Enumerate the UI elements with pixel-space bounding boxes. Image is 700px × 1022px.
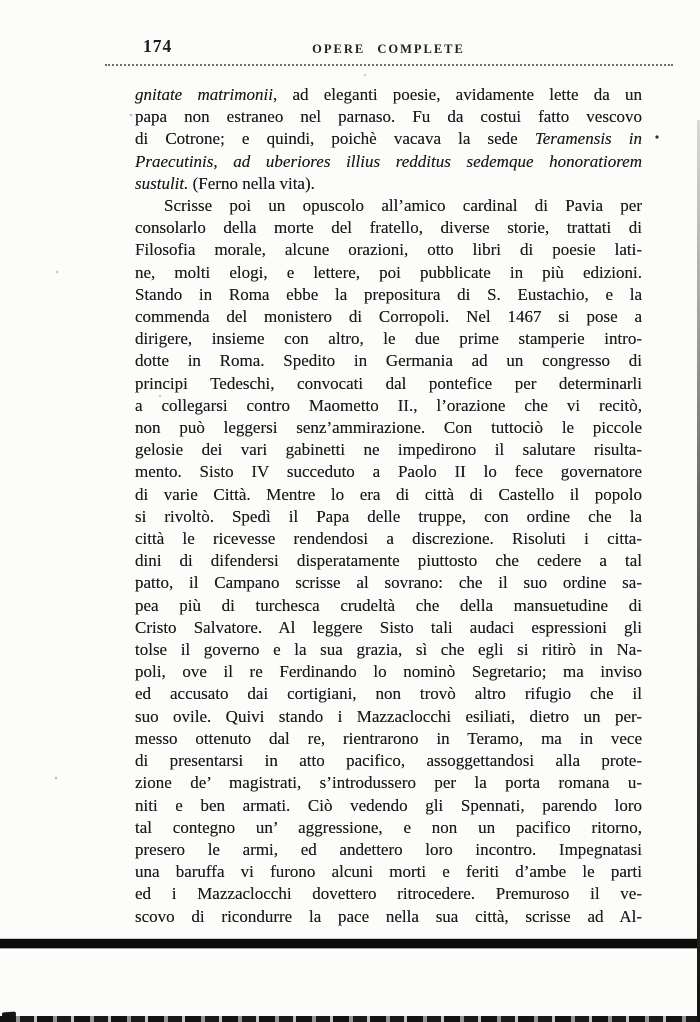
text-line: ne, molti elogi, e lettere, poi pubblicate in più edizioni. (135, 262, 642, 282)
text-line: commenda del monistero di Corropoli. Nel 1467 si pose a (135, 307, 642, 327)
text-line: sustulit. (Ferno nella vita). (135, 173, 315, 193)
text-line: patto, il Campano scrisse al sovrano: che il suo ordine sa- (135, 573, 642, 593)
text-line: gelosie dei vari gabinetti ne impedirono il salutare risulta- (135, 440, 642, 460)
text-line: a collegarsi contro Maometto II., l’orazione che vi recitò, (135, 395, 642, 415)
text-line: niti e ben armati. Ciò vedendo gli Spennati, parendo loro (135, 795, 642, 815)
text-line: messo ottenuto dal re, rientrarono in Teramo, ma in vece (135, 728, 642, 748)
text-line: una baruffa vi furono alcuni morti e feriti d’ambe le parti (135, 862, 642, 882)
text-line: scovo di ricondurre la pace nella sua città, scrisse ad Al- (135, 906, 642, 926)
text-line: ed i Mazzaclocchi dovettero ritrocedere. Premuroso il ve- (135, 884, 642, 904)
text-line: ed accusato dai cortigiani, non trovò altro rifugio che il (135, 684, 642, 704)
text-line: Praecutinis, ad uberiores illius redditus sedemque honoratiorem (135, 151, 642, 171)
text-line: dini di difendersi disperatamente piuttosto che cedere a tal (135, 551, 642, 571)
scan-corner-blot (2, 1012, 16, 1018)
text-line: dotte in Roma. Spedito in Germania ad un congresso di (135, 351, 642, 371)
page-number: 174 (143, 36, 173, 56)
text-line: gnitate matrimonii, ad eleganti poesie, avidamente lette da un (135, 85, 642, 104)
text-line: Filosofia morale, alcune orazioni, otto libri di poesie lati- (135, 240, 642, 260)
running-title: OPERE COMPLETE (312, 42, 465, 56)
text-block (135, 84, 642, 928)
text-line: suo ovile. Quivi stando i Mazzaclocchi esiliati, dietro un per- (135, 706, 642, 726)
scan-bottom-edge (0, 1016, 700, 1022)
text-line: dirigere, insieme con altro, le due prime stamperie intro- (135, 329, 642, 349)
text-line: tolse il governo e la sua grazia, sì che egli si ritirò in Na- (135, 640, 642, 660)
text-line: tal contegno un’ aggressione, e non un pacifico ritorno, (135, 817, 642, 837)
text-line: papa non estraneo nel parnaso. Fu da costui fatto vescovo (135, 107, 642, 127)
scan-bottom-bar (0, 939, 700, 948)
text-line: di presentarsi in atto pacifico, assoggettandosi alla prote- (135, 751, 642, 771)
text-line: mento. Sisto IV succeduto a Paolo II lo fece governatore (135, 462, 642, 482)
text-line: non può leggersi senz’ammirazione. Con tuttociò le piccole (135, 418, 642, 438)
text-line: città le ricevesse rendendosi a discrezione. Risoluti i citta- (135, 529, 642, 549)
text-line: di varie Città. Mentre lo era di città di Castello il popolo (135, 484, 642, 504)
text-line: zione de’ magistrati, s’introdussero per la porta romana u- (135, 773, 642, 793)
header-rule (105, 64, 673, 66)
text-line: Stando in Roma ebbe la prepositura di S. Eustachio, e la (135, 284, 642, 304)
text-line: Cristo Salvatore. Al leggere Sisto tali audaci espressioni gli (135, 617, 642, 637)
text-line: presero le armi, ed andettero loro incontro. Impegnatasi (135, 839, 642, 859)
text-line: di Cotrone; e quindi, poichè vacava la sede Teramensis in (135, 129, 642, 149)
text-line: Scrisse poi un opuscolo all’amico cardinal di Pavia per (164, 196, 642, 216)
text-line: principi Tedeschi, convocati dal pontefice per determinarli (135, 373, 642, 393)
text-line: si rivoltò. Spedì il Papa delle truppe, con ordine che la (135, 506, 642, 526)
text-line: consolarlo della morte del fratello, diverse storie, trattati di (135, 218, 642, 238)
text-line: pea più di turchesca crudeltà che della mansuetudine di (135, 595, 642, 615)
text-line: poli, ove il re Ferdinando lo nominò Segretario; ma inviso (135, 662, 642, 682)
